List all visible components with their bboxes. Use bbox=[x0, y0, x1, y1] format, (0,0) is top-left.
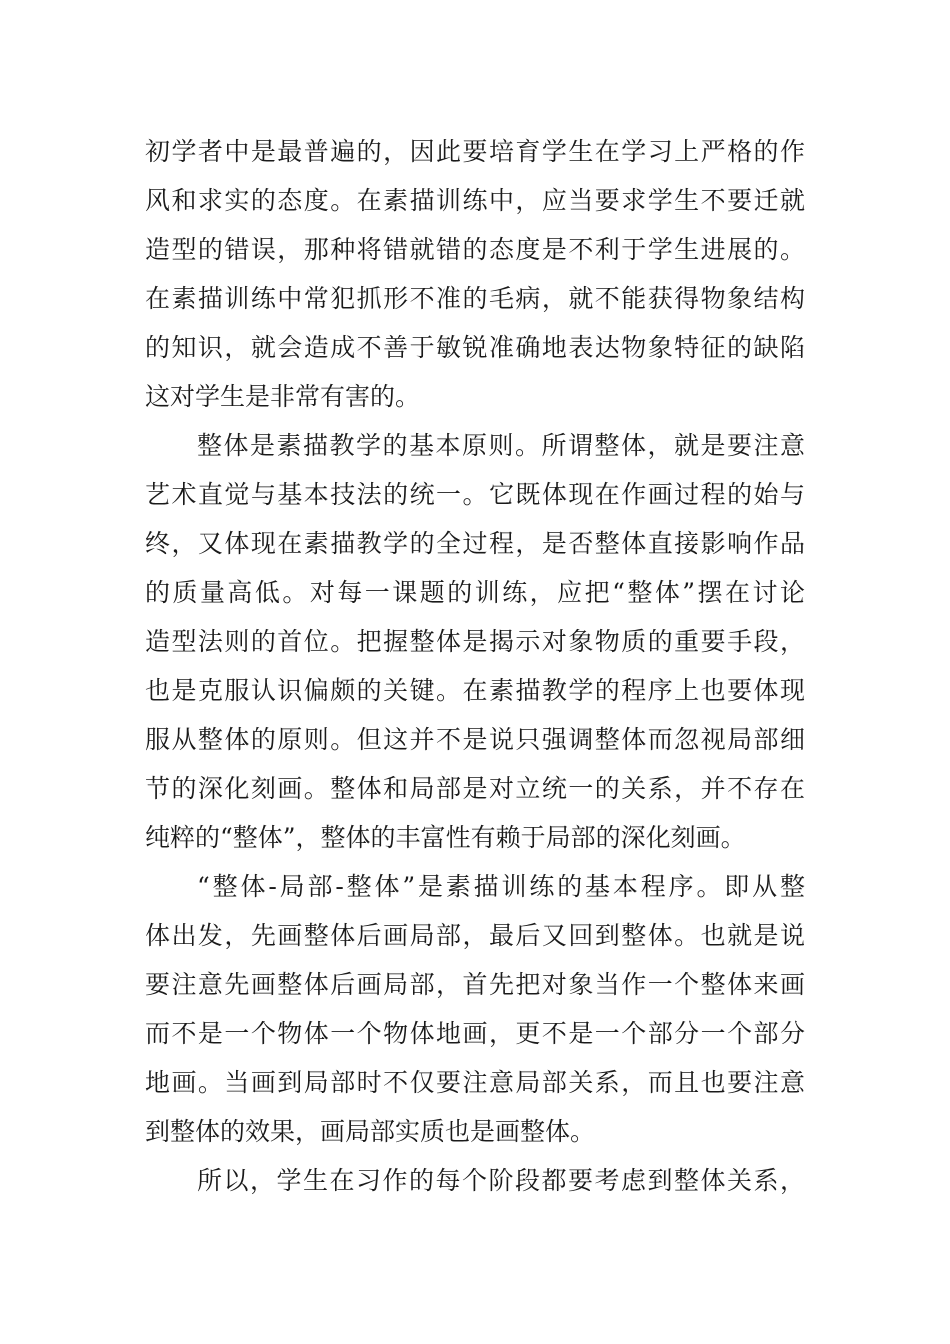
text-line: 这对学生是非常有害的。 bbox=[145, 382, 421, 411]
text-line: 终，又体现在素描教学的全过程，是否整体直接影响作品 bbox=[145, 529, 805, 558]
text-line: “整体-局部-整体”是素描训练的基本程序。即从整 bbox=[197, 872, 805, 901]
text-line: 体出发，先画整体后画局部，最后又回到整体。也就是说 bbox=[145, 921, 805, 950]
text-line: 艺术直觉与基本技法的统一。它既体现在作画过程的始与 bbox=[145, 480, 805, 509]
text-line: 而不是一个物体一个物体地画，更不是一个部分一个部分 bbox=[145, 1019, 805, 1048]
paragraph-3 bbox=[145, 862, 815, 1156]
body-text bbox=[145, 127, 815, 1205]
paragraph-4 bbox=[145, 1156, 815, 1205]
text-line: 的知识，就会造成不善于敏锐准确地表达物象特征的缺陷 bbox=[145, 333, 805, 362]
text-line: 风和求实的态度。在素描训练中，应当要求学生不要迁就 bbox=[145, 186, 805, 215]
text-line: 服从整体的原则。但这并不是说只强调整体而忽视局部细 bbox=[145, 725, 805, 754]
text-line: 在素描训练中常犯抓形不准的毛病，就不能获得物象结构 bbox=[145, 284, 805, 313]
text-line: 也是克服认识偏颇的关键。在素描教学的程序上也要体现 bbox=[145, 676, 805, 705]
text-line: 要注意先画整体后画局部，首先把对象当作一个整体来画 bbox=[145, 970, 805, 999]
paragraph-1 bbox=[145, 127, 815, 421]
paragraph-2 bbox=[145, 421, 815, 862]
text-line: 所以，学生在习作的每个阶段都要考虑到整体关系， bbox=[197, 1166, 805, 1195]
text-line: 整体是素描教学的基本原则。所谓整体，就是要注意 bbox=[197, 431, 805, 460]
text-line: 纯粹的“整体”，整体的丰富性有赖于局部的深化刻画。 bbox=[145, 823, 746, 852]
text-line: 造型的错误，那种将错就错的态度是不利于学生进展的。 bbox=[145, 235, 805, 264]
text-line: 节的深化刻画。整体和局部是对立统一的关系，并不存在 bbox=[145, 774, 805, 803]
text-line: 地画。当画到局部时不仅要注意局部关系，而且也要注意 bbox=[145, 1068, 805, 1097]
text-line: 到整体的效果，画局部实质也是画整体。 bbox=[145, 1117, 596, 1146]
text-line: 造型法则的首位。把握整体是揭示对象物质的重要手段， bbox=[145, 627, 805, 656]
text-line: 的质量高低。对每一课题的训练，应把“整体”摆在讨论 bbox=[145, 578, 805, 607]
text-line: 初学者中是最普遍的，因此要培育学生在学习上严格的作 bbox=[145, 137, 805, 166]
